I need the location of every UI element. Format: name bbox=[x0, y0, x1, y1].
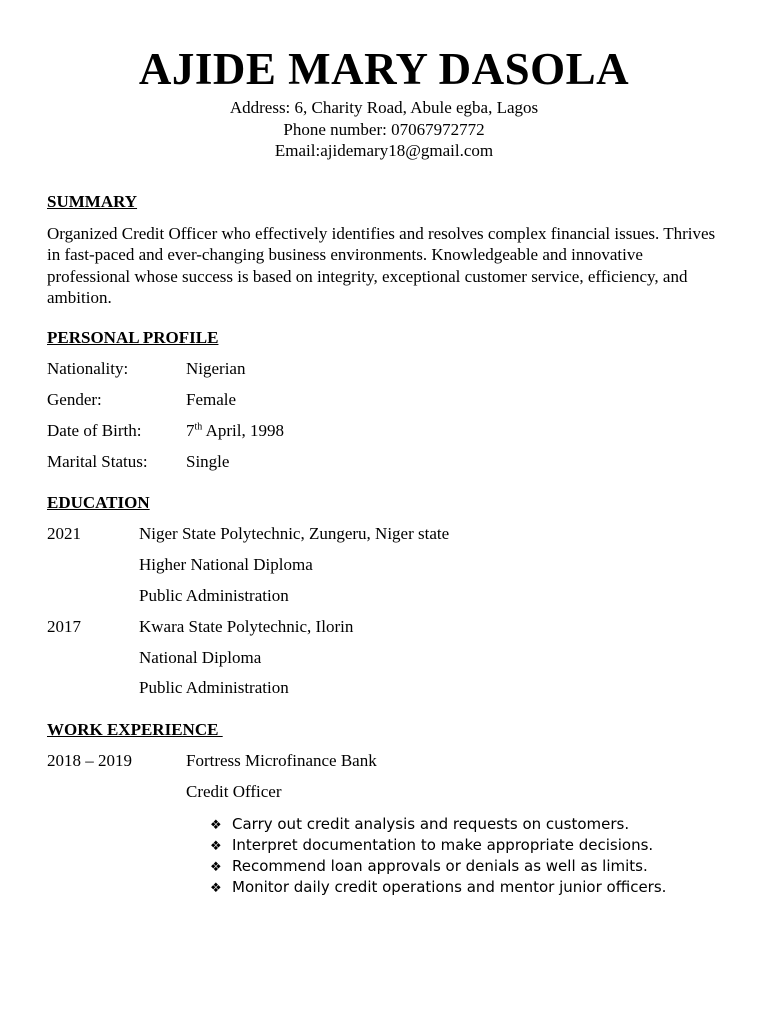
nationality-value: Nigerian bbox=[186, 359, 246, 378]
gender-label: Gender: bbox=[47, 390, 102, 409]
dob-suffix: th bbox=[194, 421, 203, 433]
duty-text: Carry out credit analysis and requests on customers. bbox=[232, 815, 630, 833]
diamond-bullet-icon: ❖ bbox=[210, 839, 222, 854]
education-course: Public Administration bbox=[139, 678, 289, 697]
dob-value bbox=[186, 421, 284, 441]
duty-text: Recommend loan approvals or denials as well as limits. bbox=[232, 857, 648, 875]
diamond-bullet-icon: ❖ bbox=[210, 881, 222, 896]
work-experience-heading: WORK EXPERIENCE bbox=[47, 720, 223, 739]
education-heading: EDUCATION bbox=[47, 493, 150, 512]
education-qualification: National Diploma bbox=[139, 648, 262, 667]
education-school: Niger State Polytechnic, Zungeru, Niger state bbox=[139, 524, 450, 543]
summary-text: Organized Credit Officer who effectively identifies and resolves complex financial issues. Thrives in fast-paced and ever-changing business environments. Knowledgeable and innovative professional whose success is based on integrity, exceptional customer service, efficiency, and ambition. bbox=[47, 224, 716, 307]
duty-item bbox=[210, 856, 666, 877]
duties-list bbox=[210, 814, 666, 898]
duty-item bbox=[210, 835, 666, 856]
dob-day: 7 bbox=[186, 421, 195, 440]
address-line: Address: 6, Charity Road, Abule egba, Lagos bbox=[229, 98, 539, 117]
education-course: Public Administration bbox=[139, 586, 289, 605]
duty-text: Interpret documentation to make appropriate decisions. bbox=[232, 836, 654, 854]
diamond-bullet-icon: ❖ bbox=[210, 818, 222, 833]
diamond-bullet-icon: ❖ bbox=[210, 860, 222, 875]
duty-item bbox=[210, 877, 666, 898]
marital-label: Marital Status: bbox=[47, 452, 148, 471]
education-school: Kwara State Polytechnic, Ilorin bbox=[139, 617, 354, 636]
work-period: 2018 – 2019 bbox=[47, 751, 132, 770]
email-line: Email:ajidemary18@gmail.com bbox=[274, 141, 494, 160]
applicant-name: AJIDE MARY DASOLA bbox=[138, 44, 630, 94]
summary-heading: SUMMARY bbox=[47, 192, 138, 211]
duty-text: Monitor daily credit operations and mentor junior officers. bbox=[232, 878, 667, 896]
gender-value: Female bbox=[186, 390, 237, 409]
nationality-label: Nationality: bbox=[47, 359, 129, 378]
duty-item bbox=[210, 814, 666, 835]
work-company: Fortress Microfinance Bank bbox=[186, 751, 377, 770]
phone-line: Phone number: 07067972772 bbox=[283, 120, 485, 139]
education-year: 2021 bbox=[47, 524, 81, 543]
dob-label: Date of Birth: bbox=[47, 421, 142, 440]
education-year: 2017 bbox=[47, 617, 81, 636]
personal-profile-heading: PERSONAL PROFILE bbox=[47, 328, 219, 347]
dob-month-year: April, 1998 bbox=[202, 421, 284, 440]
work-role: Credit Officer bbox=[186, 782, 282, 801]
marital-value: Single bbox=[186, 452, 230, 471]
education-qualification: Higher National Diploma bbox=[139, 555, 313, 574]
